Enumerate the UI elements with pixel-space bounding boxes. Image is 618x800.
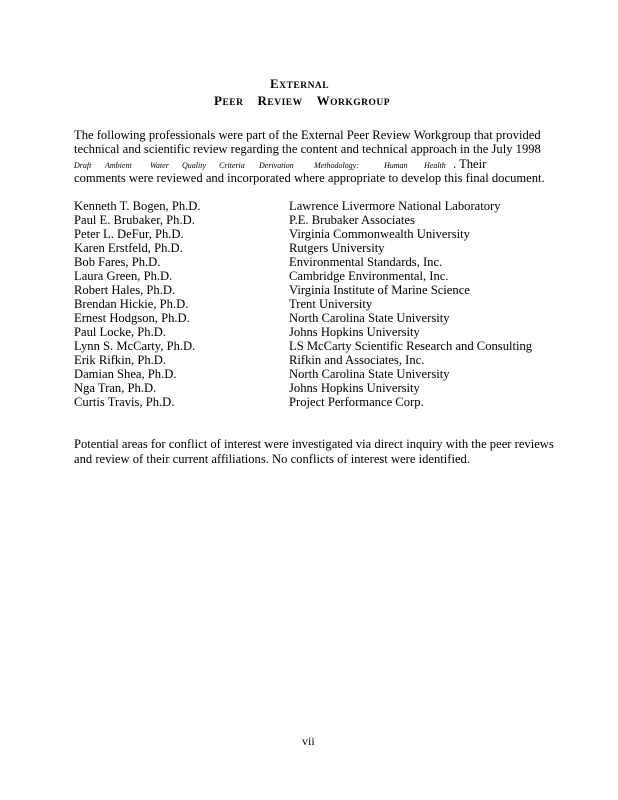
reviewer-affiliation: Lawrence Livermore National Laboratory: [289, 199, 501, 213]
reviewer-row: [74, 283, 594, 297]
reviewer-row: [74, 227, 594, 241]
reviewer-affiliation: Virginia Commonwealth University: [289, 227, 470, 241]
intro-line-1: The following professionals were part of the External Peer Review Workgroup that provided: [74, 128, 541, 142]
reviewer-name: Peter L. DeFur, Ph.D.: [74, 227, 184, 241]
reviewer-name: Brendan Hickie, Ph.D.: [74, 297, 189, 311]
reviewer-row: [74, 199, 594, 213]
reviewer-row: [74, 353, 594, 367]
conflict-line-2: and review of their current affiliations. No conflicts of interest were identified.: [74, 452, 470, 466]
reviewer-name: Kenneth T. Bogen, Ph.D.: [74, 199, 201, 213]
reviewer-row: [74, 367, 594, 381]
reviewer-row: [74, 297, 594, 311]
reviewer-row: [74, 213, 594, 227]
reviewer-affiliation: North Carolina State University: [289, 367, 450, 381]
reviewer-name: Paul E. Brubaker, Ph.D.: [74, 213, 195, 227]
reviewer-row: [74, 241, 594, 255]
reviewer-name: Nga Tran, Ph.D.: [74, 381, 157, 395]
reviewer-row: [74, 311, 594, 325]
reviewer-name: Ernest Hodgson, Ph.D.: [74, 311, 190, 325]
reviewer-affiliation: Project Performance Corp.: [289, 395, 424, 409]
intro-line-4: comments were reviewed and incorporated where appropriate to develop this final document.: [74, 171, 545, 185]
reviewer-name: Bob Fares, Ph.D.: [74, 255, 161, 269]
reviewer-name: Damian Shea, Ph.D.: [74, 367, 177, 381]
reviewer-affiliation: Johns Hopkins University: [289, 381, 420, 395]
reviewer-row: [74, 255, 594, 269]
reviewer-name: Lynn S. McCarty, Ph.D.: [74, 339, 196, 353]
reviewer-row: [74, 325, 594, 339]
intro-line-3: Draft Ambient Water Quality Criteria Derivation Methodology: Human Health . Their: [74, 157, 487, 171]
reviewer-name: Karen Erstfeld, Ph.D.: [74, 241, 183, 255]
conflict-line-1: Potential areas for conflict of interest were investigated via direct inquiry with the peer reviews: [74, 437, 554, 451]
reviewer-affiliation: Trent University: [289, 297, 373, 311]
reviewer-affiliation: Virginia Institute of Marine Science: [289, 283, 470, 297]
intro-line-2: technical and scientific review regarding the content and technical approach in the July 1998: [74, 142, 541, 156]
reviewer-name: Curtis Travis, Ph.D.: [74, 395, 175, 409]
reviewer-name: Erik Rifkin, Ph.D.: [74, 353, 167, 367]
reviewer-affiliation: P.E. Brubaker Associates: [289, 213, 415, 227]
reviewer-affiliation: Cambridge Environmental, Inc.: [289, 269, 449, 283]
reviewer-name: Robert Hales, Ph.D.: [74, 283, 176, 297]
reviewer-affiliation: LS McCarty Scientific Research and Consulting: [289, 339, 533, 353]
document-title: Draft Ambient Water Quality Criteria Derivation Methodology: Human Health: [74, 161, 446, 170]
heading-line-1: EXTERNAL: [270, 76, 330, 91]
heading-line-2: PEER REVIEW WORKGROUP: [214, 93, 391, 108]
reviewer-affiliation: Environmental Standards, Inc.: [289, 255, 443, 269]
page-number: vii: [302, 734, 315, 748]
reviewer-affiliation: Rifkin and Associates, Inc.: [289, 353, 425, 367]
reviewer-row: [74, 339, 594, 353]
reviewer-affiliation: Rutgers University: [289, 241, 385, 255]
reviewer-row: [74, 269, 594, 283]
reviewer-name: Paul Locke, Ph.D.: [74, 325, 166, 339]
reviewer-affiliation: North Carolina State University: [289, 311, 450, 325]
reviewer-name: Laura Green, Ph.D.: [74, 269, 173, 283]
reviewer-row: [74, 381, 594, 395]
reviewer-row: [74, 395, 594, 409]
reviewer-affiliation: Johns Hopkins University: [289, 325, 420, 339]
